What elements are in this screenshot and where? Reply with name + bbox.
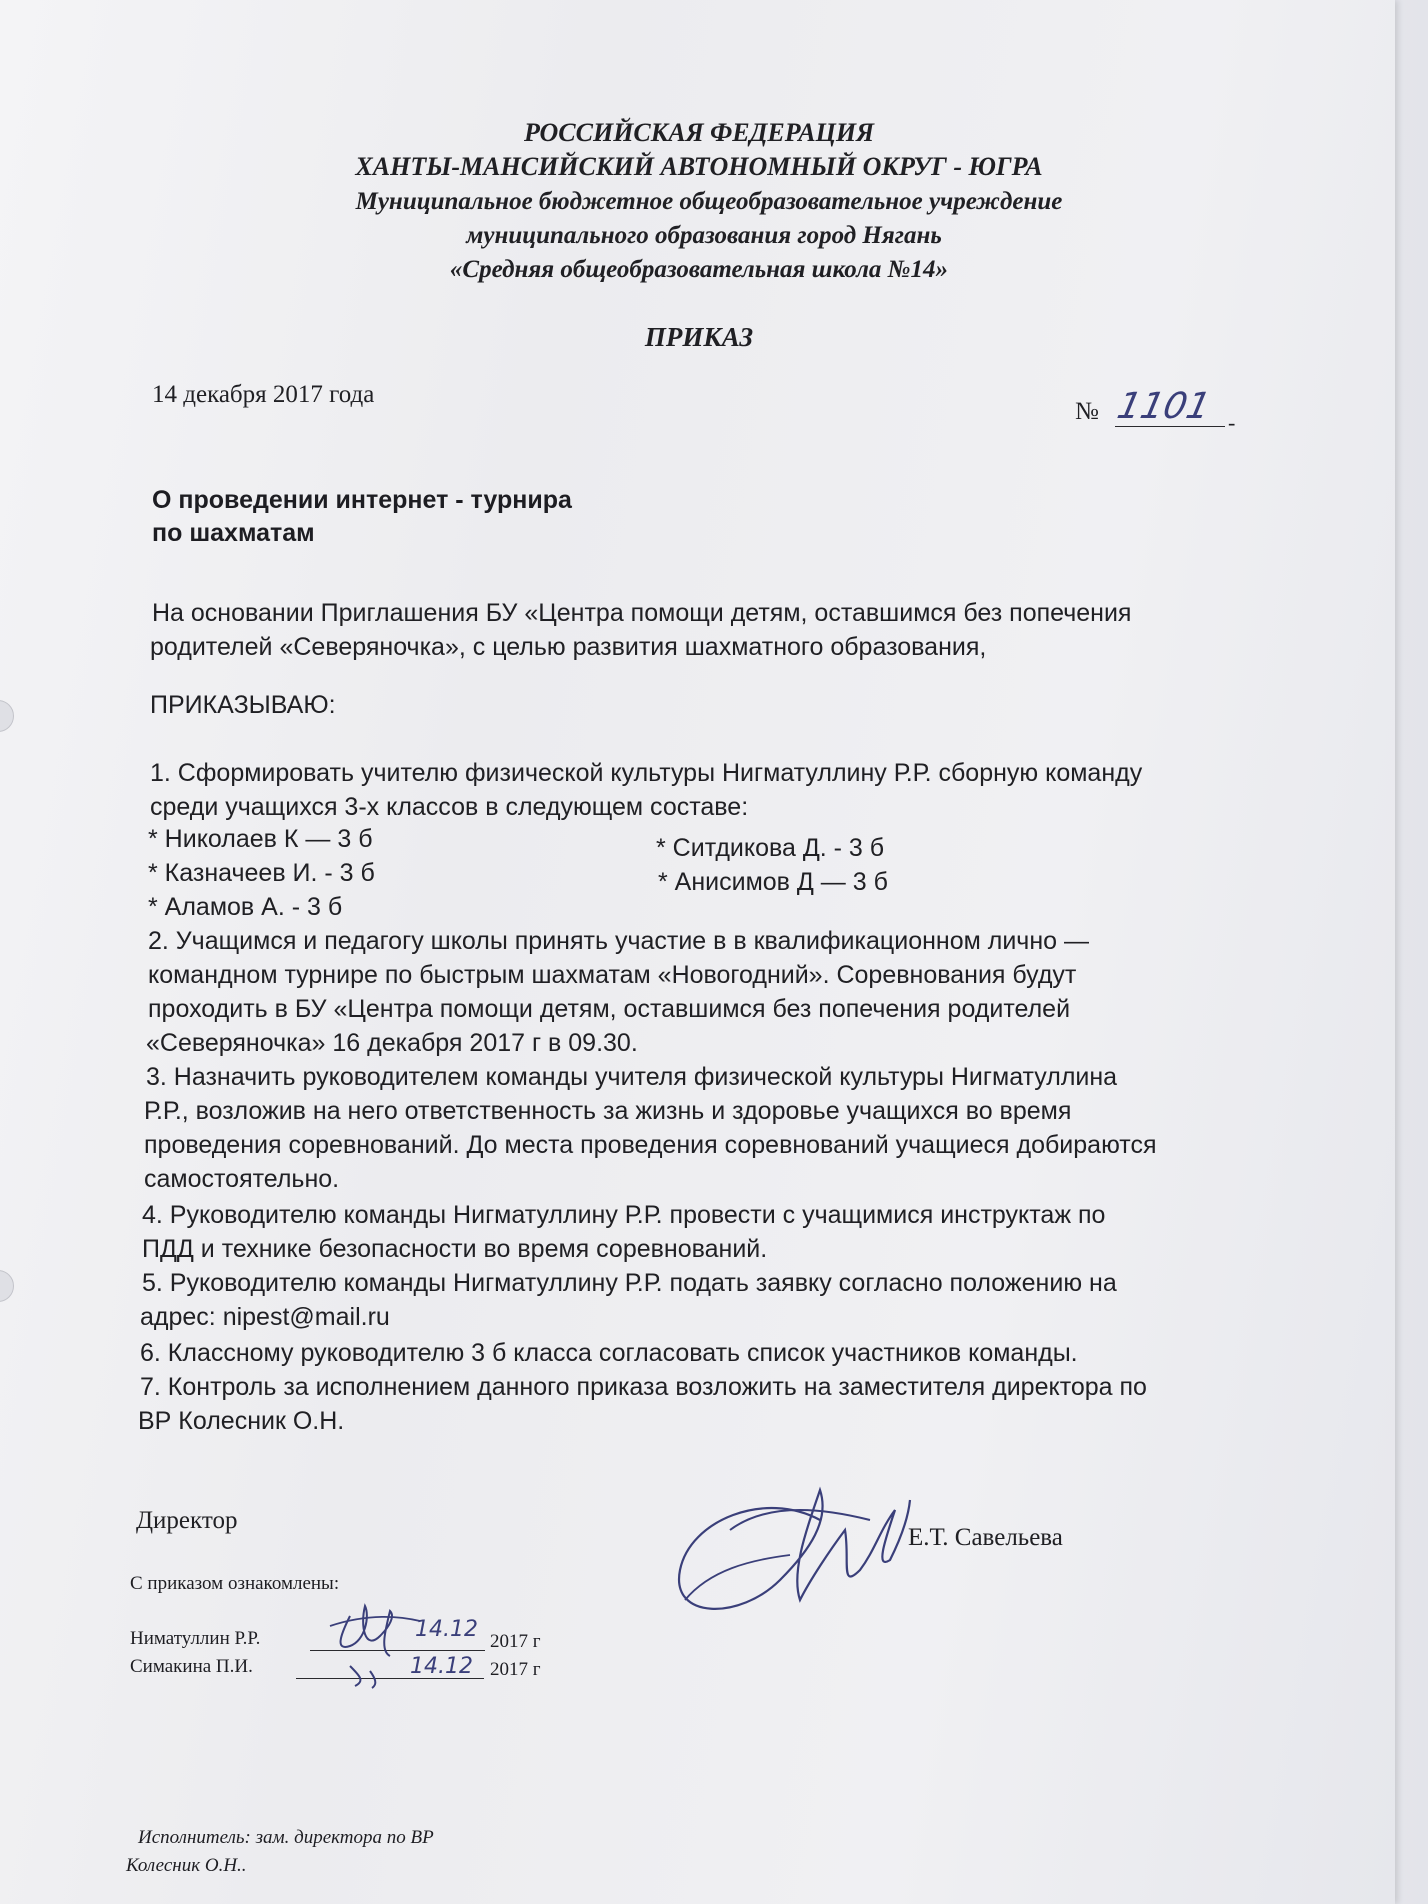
executor-line2: Колесник О.Н.. [126, 1855, 247, 1876]
item2-line1: 2. Учащимся и педагогу школы принять участие в в квалификационном лично — [148, 927, 1089, 955]
team-member: * Анисимов Д — 3 б [658, 868, 888, 896]
order-subject-line1: О проведении интернет - турнира [152, 486, 572, 514]
punch-hole [0, 700, 14, 732]
item2-line3: проходить в БУ «Центра помощи детям, оставшимся без попечения родителей [148, 995, 1071, 1023]
item3-line4: самостоятельно. [144, 1165, 340, 1193]
order-word: ПРИКАЗЫВАЮ: [150, 691, 336, 719]
signature-name: Е.Т. Савельева [908, 1524, 1063, 1551]
item4-line2: ПДД и технике безопасности во время соревнований. [142, 1235, 768, 1263]
order-date: 14 декабря 2017 года [152, 381, 375, 408]
ack-year: 2017 г [490, 1659, 541, 1680]
ack-date-handwritten: 14.12 [415, 1617, 478, 1642]
ack-year: 2017 г [490, 1631, 541, 1652]
basis-line1: На основании Приглашения БУ «Центра помощи детям, оставшимся без попечения [152, 599, 1132, 627]
item3-line1: 3. Назначить руководителем команды учителя физической культуры Нигматуллина [146, 1063, 1118, 1091]
order-number-prefix: № [1075, 398, 1099, 425]
number-dash: - [1228, 410, 1236, 435]
punch-hole [0, 1270, 14, 1302]
number-underline [1115, 426, 1225, 427]
header-region: ХАНТЫ-МАНСИЙСКИЙ АВТОНОМНЫЙ ОКРУГ - ЮГРА [355, 152, 1043, 181]
header-country: РОССИЙСКАЯ ФЕДЕРАЦИЯ [523, 118, 875, 147]
team-member: * Казначеев И. - 3 б [148, 859, 375, 887]
header-municipality: муниципального образования город Нягань [466, 222, 942, 249]
basis-line2: родителей «Северяночка», с целью развития шахматного образования, [150, 633, 987, 661]
header-school-name: «Средняя общеобразовательная школа №14» [449, 256, 949, 283]
ack-signature-icon [320, 1596, 430, 1691]
item4-line1: 4. Руководителю команды Нигматуллину Р.Р. провести с учащимися инструктаж по [142, 1201, 1106, 1229]
acknowledgement-title: С приказом ознакомлены: [130, 1573, 340, 1594]
item5-line2: адрес: nipest@mail.ru [140, 1303, 390, 1331]
ack-name: Ниматуллин Р.Р. [130, 1628, 261, 1649]
item2-line4: «Северяночка» 16 декабря 2017 г в 09.30. [146, 1029, 638, 1057]
document-type: ПРИКАЗ [644, 322, 754, 352]
signature-position: Директор [136, 1507, 238, 1534]
ack-name: Симакина П.И. [130, 1656, 253, 1677]
order-number-handwritten: 1101 [1113, 386, 1214, 427]
header-institution: Муниципальное бюджетное общеобразовательное учреждение [355, 188, 1063, 215]
item6-line1: 6. Классному руководителю 3 б класса согласовать список участников команды. [140, 1339, 1078, 1367]
team-member: * Аламов А. - 3 б [148, 893, 343, 921]
team-member: * Николаев К — 3 б [148, 825, 373, 853]
item3-line3: проведения соревнований. До места проведения соревнований учащиеся добираются [144, 1131, 1157, 1159]
ack-date-handwritten: 14.12 [410, 1654, 473, 1679]
executor-line1: Исполнитель: зам. директора по ВР [138, 1827, 434, 1848]
order-subject-line2: по шахматам [152, 519, 315, 547]
item3-line2: Р.Р., возложив на него ответственность за жизнь и здоровье учащихся во время [144, 1097, 1072, 1125]
item2-line2: командном турнире по быстрым шахматам «Новогодний». Соревнования будут [148, 961, 1077, 989]
item1-line2: среди учащихся 3-х классов в следующем составе: [150, 793, 749, 821]
item5-line1: 5. Руководителю команды Нигматуллину Р.Р. подать заявку согласно положению на [142, 1269, 1117, 1297]
team-member: * Ситдикова Д. - 3 б [656, 834, 885, 862]
director-signature-icon [670, 1460, 930, 1640]
item1-line1: 1. Сформировать учителю физической культуры Нигматуллину Р.Р. сборную команду [150, 759, 1143, 787]
item7-line2: ВР Колесник О.Н. [138, 1407, 345, 1435]
item7-line1: 7. Контроль за исполнением данного приказа возложить на заместителя директора по [140, 1373, 1147, 1401]
